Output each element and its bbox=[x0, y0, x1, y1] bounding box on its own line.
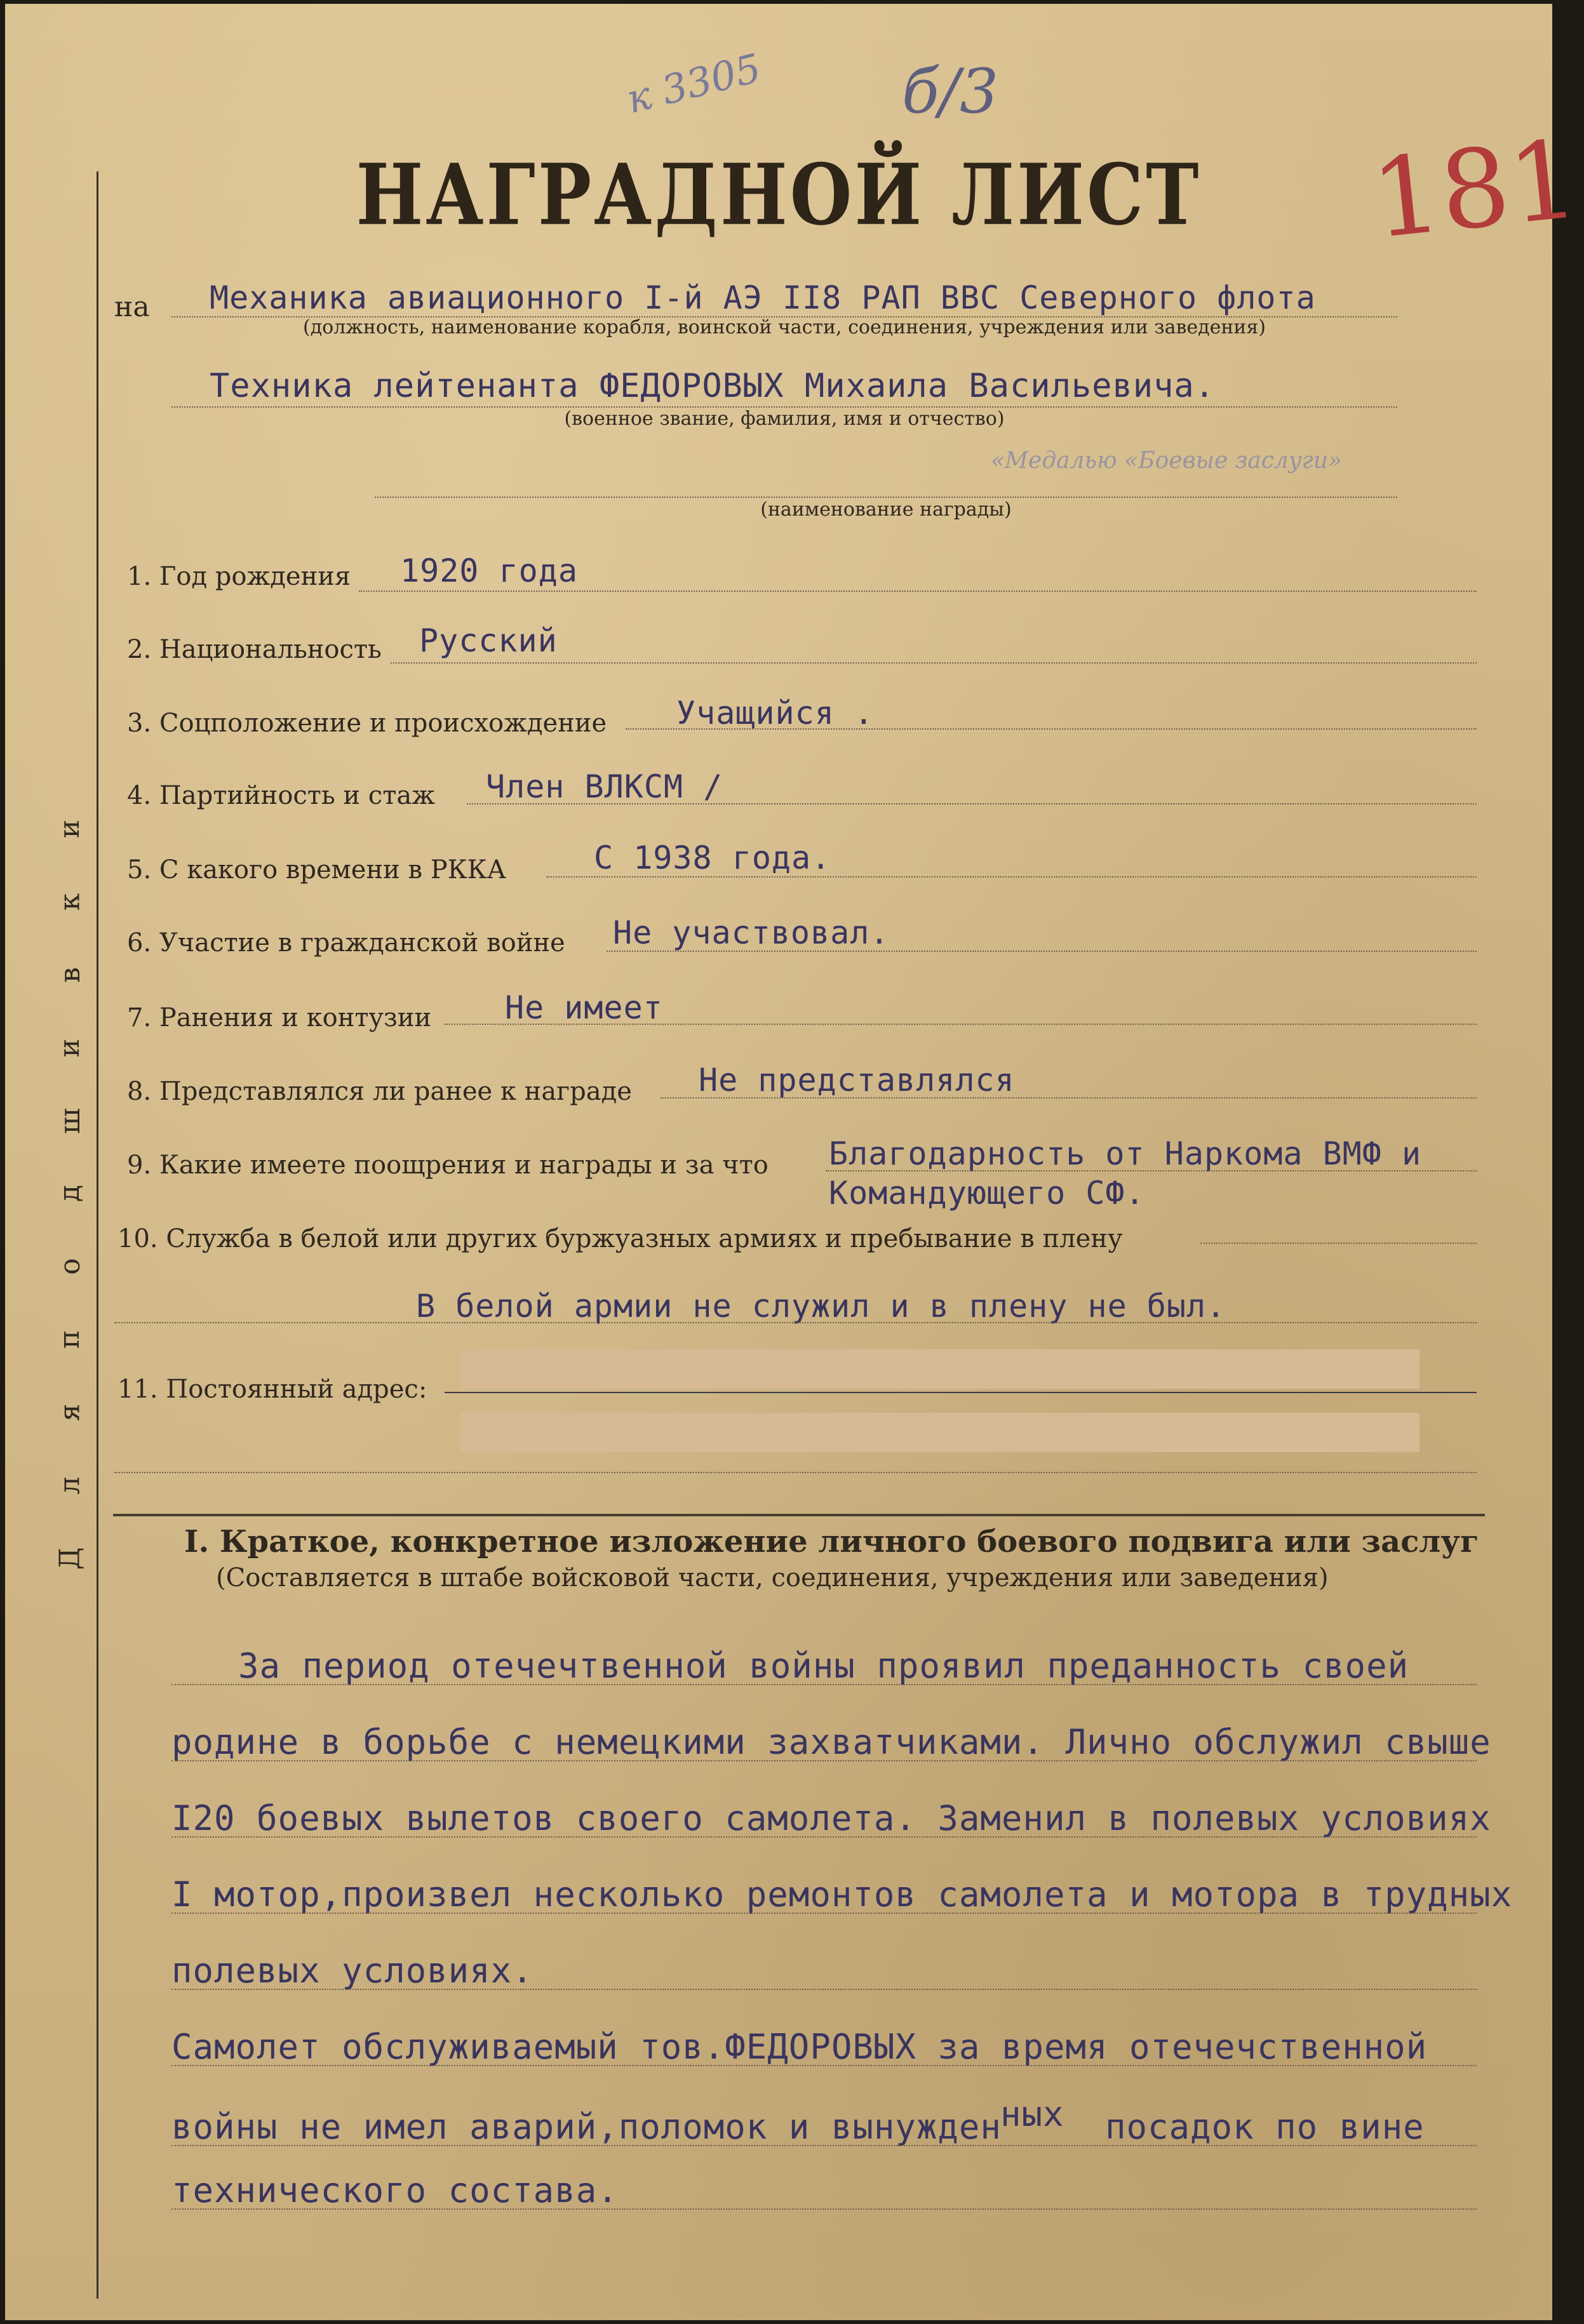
side-text-letter: п bbox=[53, 1330, 86, 1349]
field-9-value-line2: Командующего СФ. bbox=[829, 1175, 1145, 1212]
field-11-underline bbox=[445, 1392, 1477, 1393]
award-caption: (наименование награды) bbox=[760, 498, 1012, 521]
name-caption: (военное звание, фамилия, имя и отчество) bbox=[564, 408, 1005, 430]
fraction-mark: б/3 bbox=[902, 56, 999, 127]
field-10-underline bbox=[1200, 1243, 1477, 1244]
body-line-6: Самолет обслуживаемый тов.ФЕДОРОВЫХ за время отечечственной bbox=[171, 2027, 1428, 2067]
field-1-underline bbox=[359, 591, 1477, 592]
field-4-label: 4. Партийность и стаж bbox=[127, 781, 435, 810]
body-line-2: родине в борьбе с немецкими захватчиками. Лично обслужил свыше bbox=[171, 1722, 1491, 1762]
body-line-4-underline bbox=[171, 1913, 1477, 1914]
field-9-value: Благодарность от Наркома ВМФ и bbox=[829, 1135, 1422, 1172]
side-text bbox=[35, 813, 105, 1575]
field-3-underline bbox=[626, 728, 1477, 730]
field-4-value: Член ВЛКСМ / bbox=[486, 768, 723, 805]
field-11-label: 11. Постоянный адрес: bbox=[117, 1375, 427, 1404]
side-text-letter: Д bbox=[53, 1547, 86, 1570]
field-4-underline bbox=[467, 803, 1477, 805]
position-value: Механика авиационного I-й АЭ II8 РАП ВВС Северного флота bbox=[210, 279, 1316, 316]
body-line-1: За период отечечтвенной войны проявил преданность своей bbox=[238, 1646, 1409, 1686]
field-3-value: Учащийся . bbox=[676, 695, 875, 731]
field-7-underline bbox=[445, 1024, 1477, 1025]
body-line-4: I мотор,произвел несколько ремонтов самолета и мотора в трудных bbox=[171, 1874, 1513, 1914]
field-2-underline bbox=[391, 662, 1477, 664]
field-5-value: С 1938 года. bbox=[594, 839, 831, 876]
header-prefix: на bbox=[114, 291, 150, 323]
body-line-7-underline bbox=[171, 2145, 1477, 2146]
address-redaction-2 bbox=[460, 1413, 1420, 1452]
side-text-letter: о bbox=[53, 1258, 86, 1276]
side-text-letter: ш bbox=[53, 1107, 86, 1134]
body-line-6-underline bbox=[171, 2065, 1477, 2066]
field-10-value: В белой армии не служил и в плену не был. bbox=[416, 1288, 1226, 1325]
field-6-value: Не участвовал. bbox=[613, 914, 890, 951]
side-text-letter: и bbox=[53, 1038, 86, 1057]
field-7-value: Не имеет bbox=[505, 989, 663, 1026]
body-line-7-raised: ных bbox=[1000, 2094, 1064, 2134]
side-text-letter: к bbox=[53, 893, 86, 911]
side-text-letter: и bbox=[53, 819, 86, 839]
field-8-label: 8. Представлялся ли ранее к награде bbox=[127, 1077, 632, 1106]
award-underline bbox=[375, 497, 1397, 498]
position-caption: (должность, наименование корабля, воинской части, соединения, учреждения или заведения) bbox=[303, 316, 1266, 338]
field-5-underline bbox=[546, 876, 1477, 878]
side-text-letter: д bbox=[53, 1185, 86, 1203]
document-title: НАГРАДНОЙ ЛИСТ bbox=[356, 146, 1202, 244]
field-1-value: 1920 года bbox=[400, 552, 578, 589]
field-6-label: 6. Участие в гражданской войне bbox=[127, 928, 565, 958]
field-1-label: 1. Год рождения bbox=[127, 562, 351, 591]
field-2-value: Русский bbox=[419, 622, 558, 659]
red-number-mark: 181 bbox=[1366, 116, 1584, 264]
field-5-label: 5. С какого времени в РККА bbox=[127, 855, 506, 885]
section-subheading: (Составляется в штабе войсковой части, соединения, учреждения или заведения) bbox=[216, 1563, 1329, 1593]
section-divider bbox=[113, 1514, 1485, 1516]
body-line-8-underline bbox=[171, 2208, 1477, 2210]
body-line-3: I20 боевых вылетов своего самолета. Заменил в полевых условиях bbox=[171, 1798, 1491, 1838]
body-line-2-underline bbox=[171, 1760, 1477, 1761]
field-9-underline bbox=[826, 1170, 1477, 1172]
field-2-label: 2. Национальность bbox=[127, 635, 382, 664]
field-9-label: 9. Какие имеете поощрения и награды и за что bbox=[127, 1151, 769, 1180]
body-line-5-underline bbox=[171, 1989, 1477, 1990]
side-text-letter: в bbox=[53, 966, 86, 983]
body-line-7-tail: посадок по вине bbox=[1105, 2107, 1425, 2147]
side-text-letter: л bbox=[53, 1476, 86, 1495]
body-line-7: войны не имел аварий,поломок и вынужден bbox=[171, 2107, 1002, 2147]
name-value: Техника лейтенанта ФЕДОРОВЫХ Михаила Васильевича. bbox=[210, 367, 1216, 405]
body-line-5: полевых условиях. bbox=[171, 1951, 534, 1991]
address-redaction bbox=[460, 1349, 1420, 1389]
body-line-3-underline bbox=[171, 1836, 1477, 1838]
field-8-value: Не представлялся bbox=[699, 1062, 1015, 1099]
body-line-8: технического состава. bbox=[171, 2170, 619, 2210]
field-10-underline-2 bbox=[114, 1322, 1477, 1323]
field-3-label: 3. Соцположение и происхождение bbox=[127, 709, 607, 738]
section-heading: I. Краткое, конкретное изложение личного боевого подвига или заслуг bbox=[184, 1524, 1479, 1559]
field-7-label: 7. Ранения и контузии bbox=[127, 1003, 432, 1032]
field-11-underline-2 bbox=[114, 1472, 1477, 1473]
field-10-label: 10. Служба в белой или других буржуазных армиях и пребывание в плену bbox=[117, 1224, 1123, 1253]
side-text-letter: я bbox=[53, 1403, 86, 1422]
field-6-underline bbox=[607, 951, 1477, 952]
archive-number-mark: к 3305 bbox=[622, 44, 766, 123]
field-8-underline bbox=[661, 1097, 1477, 1099]
body-line-1-underline bbox=[171, 1684, 1477, 1685]
award-stamp: «Медалью «Боевые заслуги» bbox=[991, 448, 1343, 474]
